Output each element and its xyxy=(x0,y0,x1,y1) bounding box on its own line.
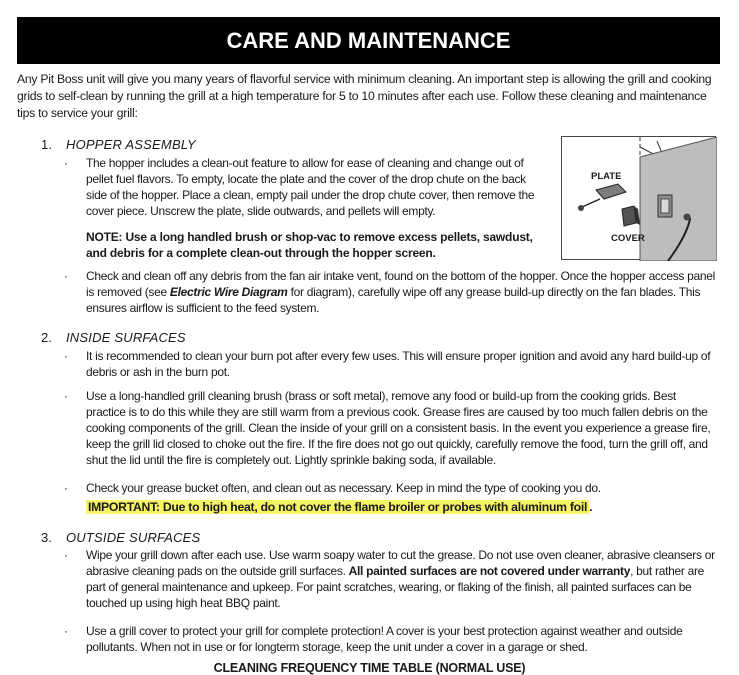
bullet-marker: · xyxy=(64,548,68,562)
section-number: 2. xyxy=(41,330,53,345)
wipe-down-text-end: , but rather are part of general maintenance and upkeep. For paint scratches, wearing, or flaking of the finish, all painted surfaces can be touched up using high heat BBQ paint. xyxy=(86,564,705,610)
bullet-marker: · xyxy=(64,481,68,495)
hopper-cleanout-paragraph: The hopper includes a clean-out feature to allow for ease of cleaning and change out of pellet fuel flavors. To empty, locate the plate and the cover of the drop chute on the back side of the hopper. Place a clean, empty pail under the drop chute cover, then remove the cover piece. Unscrew the plate, slide outwards, and pellets will empty. xyxy=(86,156,535,218)
page-title: CARE AND MAINTENANCE xyxy=(17,17,720,64)
bullet-marker: · xyxy=(64,156,68,170)
hopper-diagram xyxy=(561,136,716,260)
wipe-down-text: Wipe your grill down after each use. Use warm soapy water to cut the grease. Do not use oven cleaner, abrasive cleansers or abrasive cleaning pads on the outside grill surfaces. xyxy=(86,548,715,578)
section-heading-hopper xyxy=(41,137,196,152)
fan-vent-text: Check and clean off any debris from the fan air intake vent, found on the bottom of the hopper. Once the hopper access panel is removed (see xyxy=(86,269,716,299)
fan-vent-paragraph xyxy=(86,268,716,316)
grill-brush-paragraph: Use a long-handled grill cleaning brush (brass or soft metal), remove any food or build-up from the cooking grids. Best practice is to do this while they are still warm from a previous cook. Grease fires are caused by too much fallen debris on the cooking components of the grill. Clean the inside of your grill on a consistent basis. In the event you experience a grease fire, keep the grill lid closed to choke out the fire. If the fire does not go out quickly, carefully remove the food, turn the grill off, and shut the lid until the fire is completely out. Lightly sprinkle baking soda, if available. xyxy=(86,389,711,467)
section-number: 3. xyxy=(41,530,53,545)
important-warning xyxy=(86,499,592,515)
warranty-notice: All painted surfaces are not covered under warranty xyxy=(348,564,631,578)
section-title: INSIDE SURFACES xyxy=(66,330,186,345)
wipe-down-paragraph xyxy=(86,547,716,611)
bullet-marker: · xyxy=(64,389,68,403)
bullet-marker: · xyxy=(64,624,68,638)
plate-label: PLATE xyxy=(591,171,622,182)
hopper-note: NOTE: Use a long handled brush or shop-vac to remove excess pellets, sawdust, and debris for a complete clean-out through the hopper screen. xyxy=(86,230,533,260)
section-heading-inside xyxy=(41,330,186,345)
bullet-marker: · xyxy=(64,269,68,283)
bullet-marker: · xyxy=(64,349,68,363)
burn-pot-paragraph: It is recommended to clean your burn pot after every few uses. This will ensure proper ignition and avoid any hard build-up of debris or ash in the burn pot. xyxy=(86,349,711,379)
grill-cover-paragraph: Use a grill cover to protect your grill for complete protection! A cover is your best protection against weather and outside pollutants. When not in use or for longterm storage, keep the unit under a cover in a garage or shed. xyxy=(86,624,683,654)
fan-vent-text-end: for diagram), carefully wipe off any grease build-up directly on the fan blades. This ensures airflow is sufficient to the feed system. xyxy=(86,285,701,315)
section-title: HOPPER ASSEMBLY xyxy=(66,137,196,152)
section-number: 1. xyxy=(41,137,53,152)
section-heading-outside xyxy=(41,530,201,545)
warning-period: . xyxy=(589,500,593,514)
grease-bucket-paragraph: Check your grease bucket often, and clean out as necessary. Keep in mind the type of cooking you do. xyxy=(86,481,601,495)
electric-wire-diagram-reference: Electric Wire Diagram xyxy=(169,285,288,299)
cleaning-table-title: CLEANING FREQUENCY TIME TABLE (NORMAL USE) xyxy=(213,661,526,675)
highlighted-warning: IMPORTANT: Due to high heat, do not cover the flame broiler or probes with aluminum foil xyxy=(88,500,588,514)
cover-label: COVER xyxy=(611,233,645,244)
section-title: OUTSIDE SURFACES xyxy=(66,530,201,545)
intro-paragraph: Any Pit Boss unit will give you many years of flavorful service with minimum cleaning. An important step is allowing the grill and cooking grids to self-clean by running the grill at a high temperature for 5 to 10 minutes after each use. Follow these cleaning and maintenance tips to service your grill: xyxy=(17,72,712,120)
